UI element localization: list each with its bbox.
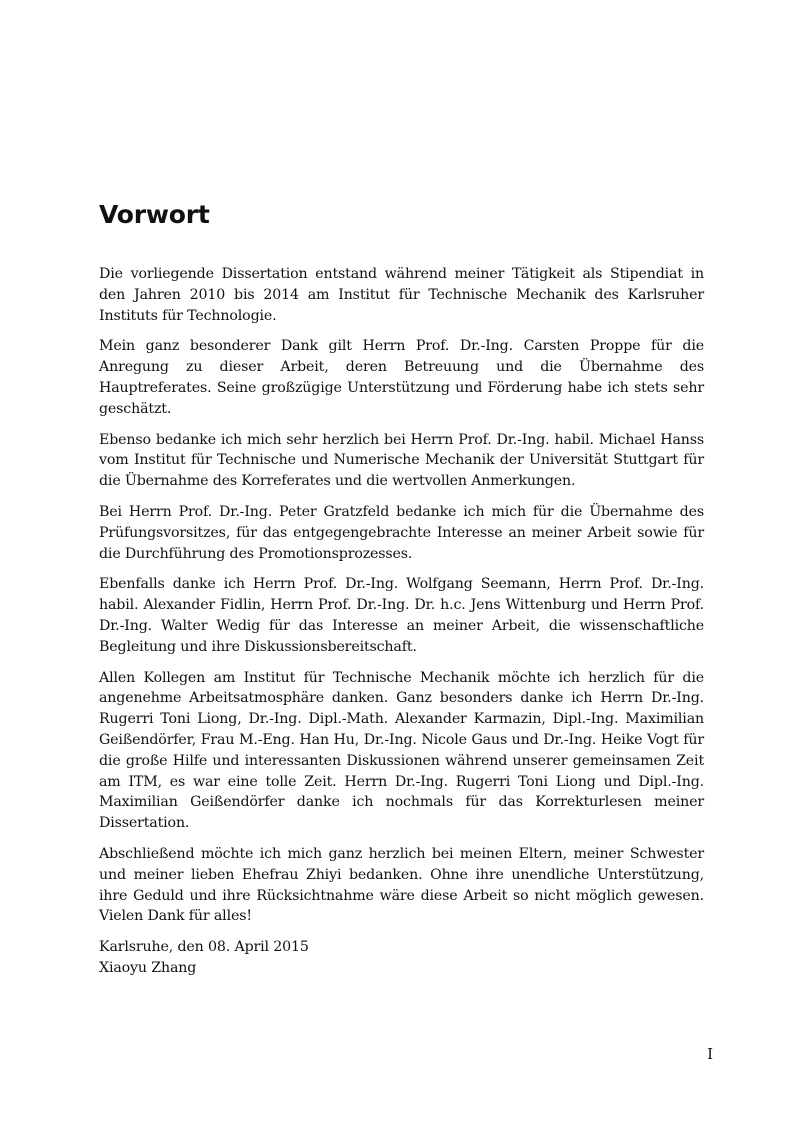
paragraph-intro: Die vorliegende Dissertation entstand während meiner Tätigkeit als Stipendiat in den Jahren 2010 bis 2014 am Institut für Technische Mechanik des Karlsruher Instituts für Technologie. [99, 266, 704, 324]
paragraph-thanks-colleagues: Allen Kollegen am Institut für Technische Mechanik möchte ich herzlich für die angenehme Arbeitsatmosphäre danken. Ganz besonders danke ich Herrn Dr.-Ing. Rugerri Toni Liong, Dr.-Ing. Dipl.-Math. Alexander Karmazin, Dipl.-Ing. Maximilian Geißendörfer, Frau M.-Eng. Han Hu, Dr.-Ing. Nicole Gaus und Dr.-Ing. Heike Vogt für die große Hilfe und interessanten Diskussionen während unserer gemeinsamen Zeit am ITM, es war eine tolle Zeit. Herrn Dr.-Ing. Rugerri Toni Liong und Dipl.-Ing. Maximilian Geißendörfer danke ich nochmals für das Korrekturlesen meiner Dissertation. [99, 669, 704, 832]
place-date: Karlsruhe, den 08. April 2015 [99, 939, 309, 956]
page-number: I [707, 1045, 713, 1063]
author-name: Xiaoyu Zhang [99, 959, 197, 976]
paragraph-thanks-professors: Ebenfalls danke ich Herrn Prof. Dr.-Ing. Wolfgang Seemann, Herrn Prof. Dr.-Ing. habil. Alexander Fidlin, Herrn Prof. Dr.-Ing. Dr. h.c. Jens Wittenburg und Herrn Prof. Dr.-Ing. Walter Wedig für das Interesse an meiner Arbeit, die wissenschaftliche Begleitung und ihre Diskussionsbereitschaft. [99, 576, 704, 655]
page-title: Vorwort [99, 200, 210, 229]
paragraph-thanks-family: Abschließend möchte ich mich ganz herzlich bei meinen Eltern, meiner Schwester und meiner lieben Ehefrau Zhiyi bedanken. Ohne ihre unendliche Unterstützung, ihre Geduld und ihre Rücksichtnahme wäre diese Arbeit so nicht möglich gewesen. Vielen Dank für alles! [99, 845, 704, 925]
preface-body [99, 264, 704, 979]
signature-block [99, 937, 704, 979]
paragraph-thanks-coreferee: Ebenso bedanke ich mich sehr herzlich bei Herrn Prof. Dr.-Ing. habil. Michael Hanss vom Institut für Technische und Numerische Mechanik der Universität Stuttgart für die Übernahme des Korreferates und die wertvollen Anmerkungen. [99, 431, 704, 490]
paragraph-thanks-supervisor: Mein ganz besonderer Dank gilt Herrn Prof. Dr.-Ing. Carsten Proppe für die Anregung zu dieser Arbeit, deren Betreuung und die Übernahme des Hauptreferates. Seine großzügige Unterstützung und Förderung habe ich stets sehr geschätzt. [99, 338, 704, 417]
paragraph-thanks-chair: Bei Herrn Prof. Dr.-Ing. Peter Gratzfeld bedanke ich mich für die Übernahme des Prüfungsvorsitzes, für das entgegengebrachte Interesse an meiner Arbeit sowie für die Durchführung des Promotionsprozesses. [99, 503, 704, 562]
